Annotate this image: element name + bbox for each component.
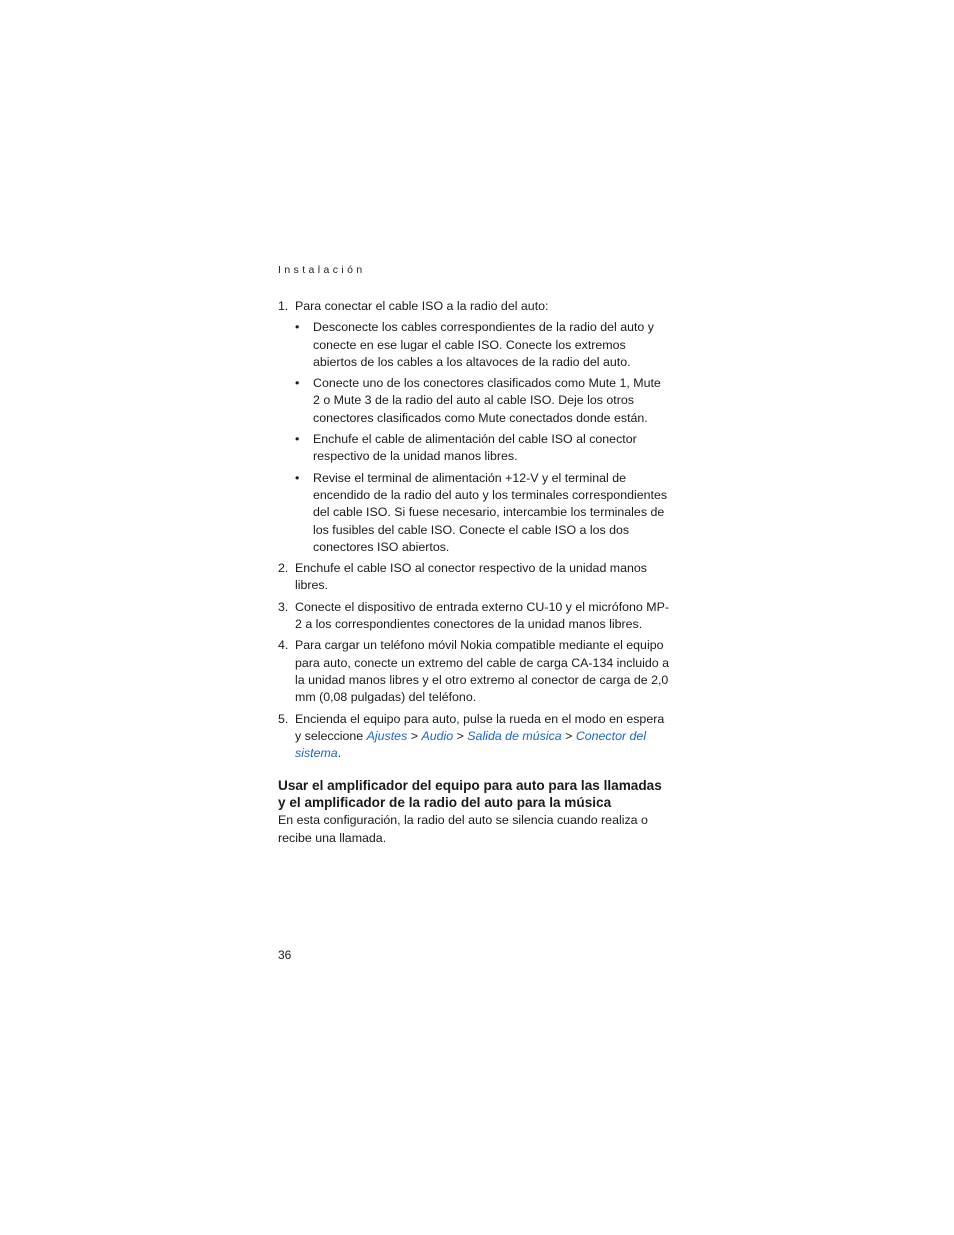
bullet-item bbox=[295, 375, 670, 427]
step-text: Para conectar el cable ISO a la radio del auto: bbox=[295, 299, 549, 313]
bullet-text: Enchufe el cable de alimentación del cable ISO al conector respectivo de la unidad manos libres. bbox=[313, 432, 637, 464]
page-number: 36 bbox=[278, 948, 292, 962]
step-number: 5. bbox=[278, 711, 289, 726]
bullet-dot-icon: • bbox=[295, 470, 300, 485]
bullet-item bbox=[295, 319, 670, 371]
bullet-dot-icon: • bbox=[295, 320, 300, 335]
subheading: Usar el amplificador del equipo para auto para las llamadas y el amplificador de la radio del auto para la música bbox=[278, 778, 662, 811]
step-number: 4. bbox=[278, 638, 289, 653]
bullet-dot-icon: • bbox=[295, 376, 300, 391]
content bbox=[278, 298, 670, 847]
menu-link-conector-del-sistema[interactable]: Conector del sistema bbox=[295, 728, 647, 761]
menu-link-salida-de-musica[interactable]: Salida de música bbox=[467, 728, 562, 743]
bullet-text: Revise el terminal de alimentación +12-V y el terminal de encendido de la radio del auto y los terminales correspondientes del cable ISO. Si fuese necesario, intercambie los terminales de los fusibles del cable ISO. Conecte el cable ISO a los dos conectores ISO abiertos. bbox=[313, 470, 668, 554]
step-text: Enchufe el cable ISO al conector respectivo de la unidad manos libres. bbox=[295, 561, 647, 593]
step-1 bbox=[278, 298, 670, 556]
step-5 bbox=[278, 711, 670, 763]
step-4 bbox=[278, 637, 670, 706]
menu-separator: > bbox=[565, 728, 573, 743]
step-number: 3. bbox=[278, 599, 289, 614]
step-2 bbox=[278, 560, 670, 595]
step-number: 1. bbox=[278, 299, 289, 313]
section-header: Instalación bbox=[278, 264, 366, 276]
menu-separator: > bbox=[456, 728, 464, 743]
bullet-text: Conecte uno de los conectores clasificados como Mute 1, Mute 2 o Mute 3 de la radio del auto al cable ISO. Deje los otros conectores clasificados como Mute conectados donde están. bbox=[313, 376, 661, 425]
step-text: Encienda el equipo para auto, pulse la rueda en el modo en espera y seleccione bbox=[295, 711, 665, 743]
bullet-item bbox=[295, 470, 670, 556]
menu-separator: > bbox=[410, 728, 418, 743]
bullet-text: Desconecte los cables correspondientes de la radio del auto y conecte en ese lugar el cable ISO. Conecte los extremos abiertos de los cables a los altavoces de la radio del auto. bbox=[313, 320, 654, 369]
step-text: Para cargar un teléfono móvil Nokia compatible mediante el equipo para auto, conecte un extremo del cable de carga CA-134 incluido a la unidad manos libres y el otro extremo al conector de carga de 2,0 mm (0,08 pulgadas) del teléfono. bbox=[295, 638, 670, 705]
bullet-dot-icon: • bbox=[295, 432, 300, 447]
step-number: 2. bbox=[278, 561, 289, 576]
step-3 bbox=[278, 599, 670, 634]
menu-link-ajustes[interactable]: Ajustes bbox=[366, 728, 408, 743]
menu-link-audio[interactable]: Audio bbox=[421, 728, 454, 743]
paragraph: En esta configuración, la radio del auto se silencia cuando realiza o recibe una llamada. bbox=[278, 813, 648, 845]
sentence-end: . bbox=[337, 746, 342, 761]
bullet-item bbox=[295, 431, 670, 466]
bullet-list bbox=[295, 319, 670, 556]
step-text: Conecte el dispositivo de entrada externo CU-10 y el micrófono MP-2 a los correspondientes conectores de la unidad manos libres. bbox=[295, 599, 669, 632]
